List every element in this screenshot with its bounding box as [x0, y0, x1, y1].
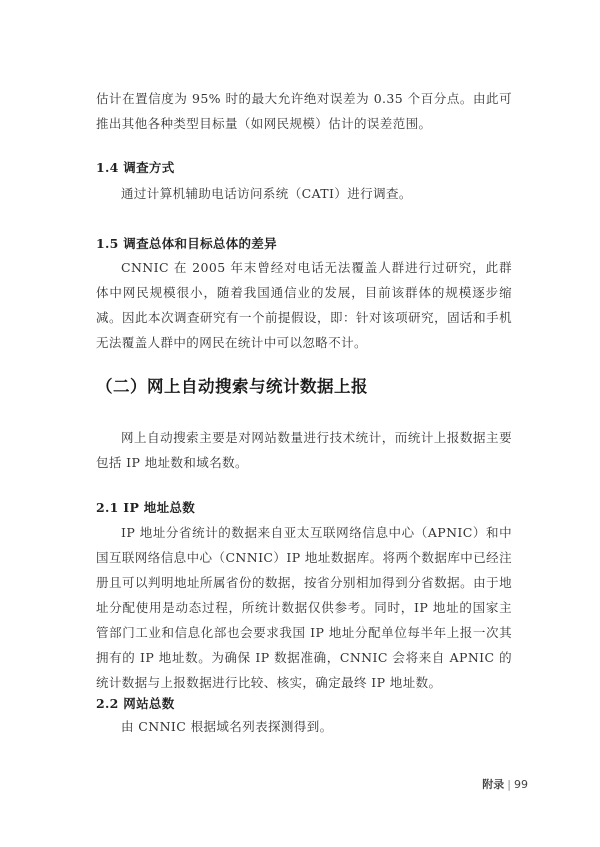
heading-1-5: 1.5 调查总体和目标总体的差异 — [96, 236, 277, 251]
page-number: 99 — [514, 778, 528, 791]
footer-separator: | — [507, 778, 511, 791]
paragraph-section-2: 网上自动搜索主要是对网站数量进行技术统计，而统计上报数据主要包括 IP 地址数和域名数。 — [96, 430, 512, 470]
paragraph-1-4: 通过计算机辅助电话访问系统（CATI）进行调查。 — [121, 186, 412, 201]
intro-paragraph: 估计在置信度为 95% 时的最大允许绝对误差为 0.35 个百分点。由此可推出其他各种类型目标量（如网民规模）估计的误差范围。 — [96, 91, 512, 131]
paragraph-2-2: 由 CNNIC 根据域名列表探测得到。 — [121, 719, 333, 734]
paragraph-1-5: CNNIC 在 2005 年末曾经对电话无法覆盖人群进行过研究，此群体中网民规模很小，随着我国通信业的发展，目前该群体的规模逐步缩减。因此本次调查研究有一个前提假设，即：针对该项研究，固话和手机无法覆盖人群中的网民在统计中可以忽略不计。 — [96, 260, 512, 350]
heading-1-4: 1.4 调查方式 — [96, 160, 175, 175]
heading-2-1: 2.1 IP 地址总数 — [96, 500, 195, 515]
heading-2-2: 2.2 网站总数 — [96, 696, 175, 711]
paragraph-2-1: IP 地址分省统计的数据来自亚太互联网络信息中心（APNIC）和中国互联网络信息中心（CNNIC）IP 地址数据库。将两个数据库中已经注册且可以判明地址所属省份的数据，按省分别相加得到分省数据。由于地址分配使用是动态过程，所统计数据仅供参考。同时，IP 地址的国家主管部门工业和信息化部也会要求我国 IP 地址分配单位每半年上报一次其拥有的 IP 地址数。为确保 IP 数据准确，CNNIC 会将来自 APNIC 的统计数据与上报数据进行比较、核实，确定最终 IP 地址数。 — [96, 525, 512, 690]
section-heading-2: （二）网上自动搜索与统计数据上报 — [96, 377, 368, 396]
footer-label: 附录 — [482, 778, 505, 791]
page-footer — [482, 776, 528, 792]
